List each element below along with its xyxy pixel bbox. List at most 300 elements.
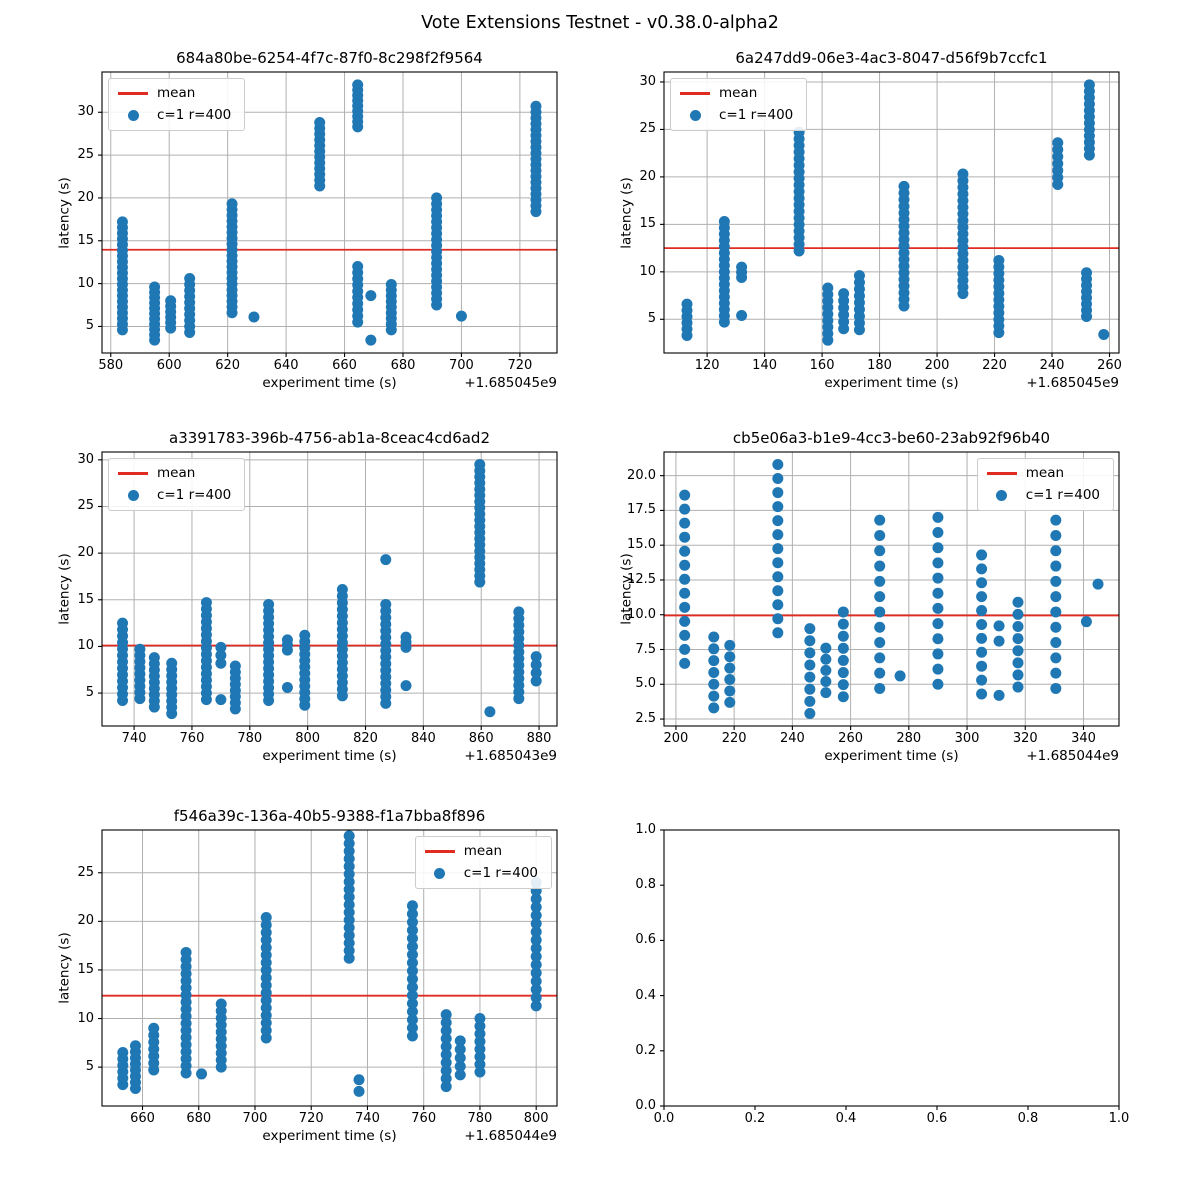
scatter-point xyxy=(874,591,885,602)
x-tick-label: 0.0 xyxy=(653,1111,675,1126)
x-tick-label: 0.2 xyxy=(744,1111,766,1126)
scatter-point xyxy=(772,557,783,568)
scatter-point xyxy=(679,588,690,599)
scatter-point xyxy=(679,504,690,515)
legend-label: c=1 r=400 xyxy=(463,865,538,881)
scatter-point xyxy=(248,312,259,323)
y-tick-label: 20.0 xyxy=(627,467,656,483)
subplot-title: 684a80be-6254-4f7c-87f0-8c298f2f9564 xyxy=(176,49,483,67)
scatter-point xyxy=(386,279,397,290)
scatter-point xyxy=(380,599,391,610)
legend-dot-swatch xyxy=(425,868,455,879)
mean-line-swatch-icon xyxy=(680,92,710,95)
legend-item xyxy=(987,466,1100,481)
scatter-point xyxy=(148,1023,159,1034)
scatter-point xyxy=(380,554,391,565)
y-tick-label: 15 xyxy=(77,961,94,977)
scatter-point xyxy=(1050,637,1061,648)
scatter-point xyxy=(854,270,865,281)
x-tick-label: 240 xyxy=(779,731,805,746)
legend-line-swatch xyxy=(118,472,148,475)
y-tick-label: 5 xyxy=(85,685,94,701)
scatter-point xyxy=(874,576,885,587)
scatter-point xyxy=(1081,616,1092,627)
scatter-point xyxy=(215,694,226,705)
scatter-point xyxy=(976,577,987,588)
x-tick-label: 0.6 xyxy=(926,1111,948,1126)
y-tick-label: 0.8 xyxy=(635,877,656,893)
mean-line-swatch-icon xyxy=(118,92,148,95)
scatter-point xyxy=(994,636,1005,647)
y-tick-label: 25 xyxy=(77,498,94,514)
x-tick-label: 660 xyxy=(332,358,357,373)
x-tick-label: 220 xyxy=(721,731,747,746)
scatter-point xyxy=(1050,668,1061,679)
scatter-point xyxy=(1050,545,1061,556)
scatter-point xyxy=(932,557,943,568)
legend-line-swatch xyxy=(680,92,710,95)
legend-item xyxy=(987,488,1100,503)
scatter-point xyxy=(679,644,690,655)
x-tick-label: 700 xyxy=(449,358,474,373)
x-tick-label: 300 xyxy=(954,731,980,746)
scatter-point xyxy=(838,606,849,617)
scatter-point xyxy=(804,647,815,658)
scatter-point xyxy=(134,644,145,655)
x-axis-offset: +1.685044e9 xyxy=(1026,748,1119,764)
legend-label: c=1 r=400 xyxy=(157,487,232,503)
scatter-dot-swatch-icon xyxy=(690,110,701,121)
scatter-point xyxy=(932,648,943,659)
scatter-point xyxy=(874,561,885,572)
y-tick-label: 20 xyxy=(77,189,94,205)
tick-marks xyxy=(98,112,520,357)
legend-line-swatch xyxy=(987,472,1017,475)
scatter-point xyxy=(932,542,943,553)
scatter-point xyxy=(401,680,412,691)
mean-line-swatch-icon xyxy=(425,850,455,853)
x-tick-label: 340 xyxy=(1071,731,1096,746)
scatter-point xyxy=(215,642,226,653)
y-tick-label: 20 xyxy=(77,545,94,561)
legend xyxy=(108,78,245,131)
scatter-point xyxy=(772,487,783,498)
y-tick-label: 12.5 xyxy=(627,571,656,587)
x-tick-label: 840 xyxy=(410,731,436,746)
scatter-point xyxy=(708,691,719,702)
scatter-point xyxy=(1050,530,1061,541)
y-tick-label: 20 xyxy=(639,168,656,184)
scatter-point xyxy=(1012,682,1023,693)
scatter-point xyxy=(130,1040,141,1051)
scatter-point xyxy=(227,198,238,209)
y-tick-label: 10 xyxy=(77,638,94,654)
y-tick-label: 25 xyxy=(77,864,94,880)
scatter-point xyxy=(679,602,690,613)
scatter-point xyxy=(838,691,849,702)
x-tick-label: 200 xyxy=(663,731,689,746)
x-axis-offset: +1.685043e9 xyxy=(464,748,557,764)
scatter-point xyxy=(719,216,730,227)
scatter-point xyxy=(1050,622,1061,633)
scatter-point xyxy=(820,654,831,665)
scatter-point xyxy=(679,532,690,543)
legend-label: mean xyxy=(157,85,196,101)
x-tick-label: 320 xyxy=(1012,731,1038,746)
x-tick-label: 800 xyxy=(523,1111,549,1126)
scatter-point xyxy=(976,633,987,644)
x-tick-label: 0.8 xyxy=(1017,1111,1039,1126)
scatter-point xyxy=(1012,669,1023,680)
scatter-point xyxy=(149,652,160,663)
scatter-point xyxy=(354,1086,365,1097)
legend-line-swatch xyxy=(425,850,455,853)
legend-item xyxy=(118,466,231,481)
scatter-point xyxy=(1012,609,1023,620)
legend xyxy=(415,836,552,889)
scatter-point xyxy=(736,262,747,273)
y-tick-label: 25 xyxy=(639,121,656,137)
scatter-point xyxy=(874,637,885,648)
scatter-point xyxy=(772,571,783,582)
scatter-point xyxy=(352,261,363,272)
scatter-point xyxy=(1012,645,1023,656)
scatter-point xyxy=(772,599,783,610)
x-tick-label: 260 xyxy=(1097,358,1122,373)
x-axis-offset: +1.685045e9 xyxy=(464,375,557,391)
scatter-point xyxy=(407,900,418,911)
x-tick-label: 820 xyxy=(353,731,378,746)
scatter-point xyxy=(838,288,849,299)
scatter-point xyxy=(772,613,783,624)
scatter-point xyxy=(1012,597,1023,608)
x-tick-label: 120 xyxy=(694,358,720,373)
scatter-point xyxy=(804,623,815,634)
legend-item xyxy=(118,108,231,123)
scatter-point xyxy=(1012,633,1023,644)
legend xyxy=(977,458,1114,511)
scatter-point xyxy=(708,643,719,654)
x-axis-label: experiment time (s) xyxy=(262,748,397,764)
x-tick-label: 140 xyxy=(752,358,777,373)
scatter-point xyxy=(772,473,783,484)
scatter-point xyxy=(976,549,987,560)
scatter-point xyxy=(993,255,1004,266)
y-axis-label: latency (s) xyxy=(56,176,73,249)
scatter-point xyxy=(1050,591,1061,602)
scatter-point xyxy=(441,1009,452,1020)
legend-dot-swatch xyxy=(118,110,148,121)
scatter-point xyxy=(1050,606,1061,617)
scatter-point xyxy=(724,697,735,708)
y-tick-label: 30 xyxy=(639,73,656,89)
legend-label: mean xyxy=(463,843,503,859)
scatter-point xyxy=(1050,652,1061,663)
scatter-point xyxy=(679,630,690,641)
y-tick-label: 0.6 xyxy=(635,932,656,948)
scatter-point xyxy=(932,679,943,690)
scatter-point xyxy=(772,627,783,638)
y-tick-label: 10 xyxy=(639,263,656,279)
scatter-dot-swatch-icon xyxy=(996,490,1007,501)
y-tick-label: 10 xyxy=(77,1010,94,1026)
scatter-point xyxy=(708,655,719,666)
scatter-point xyxy=(804,660,815,671)
scatter-point xyxy=(1052,137,1063,148)
scatter-point xyxy=(932,527,943,538)
y-tick-label: 25 xyxy=(77,147,94,163)
scatter-point xyxy=(282,634,293,645)
scatter-point xyxy=(932,664,943,675)
x-tick-label: 600 xyxy=(156,358,182,373)
scatter-point xyxy=(314,117,325,128)
scatter-point xyxy=(976,619,987,630)
scatter-point xyxy=(976,661,987,672)
scatter-point xyxy=(976,605,987,616)
x-tick-label: 580 xyxy=(98,358,124,373)
scatter-point xyxy=(874,515,885,526)
scatter-point xyxy=(772,501,783,512)
x-tick-label: 0.4 xyxy=(835,1111,857,1126)
scatter-point xyxy=(117,216,128,227)
y-axis-label: latency (s) xyxy=(56,932,73,1004)
x-axis-label: experiment time (s) xyxy=(824,748,959,764)
x-tick-label: 1.0 xyxy=(1108,1111,1130,1126)
scatter-point xyxy=(708,679,719,690)
x-tick-label: 620 xyxy=(215,358,241,373)
scatter-point xyxy=(874,683,885,694)
scatter-point xyxy=(365,290,376,301)
legend-dot-swatch xyxy=(987,490,1017,501)
scatter-point xyxy=(874,545,885,556)
scatter-point xyxy=(804,672,815,683)
scatter-point xyxy=(976,647,987,658)
scatter-point xyxy=(679,616,690,627)
scatter-point xyxy=(820,676,831,687)
tick-marks xyxy=(98,873,536,1110)
scatter-point xyxy=(994,690,1005,701)
scatter-point xyxy=(838,631,849,642)
subplot-title: 6a247dd9-06e3-4ac3-8047-d56f9b7ccfc1 xyxy=(735,49,1048,67)
scatter-point xyxy=(531,651,542,662)
legend-item xyxy=(680,108,793,123)
scatter-point xyxy=(838,643,849,654)
scatter-point xyxy=(679,560,690,571)
subplot-title: f546a39c-136a-40b5-9388-f1a7bba8f896 xyxy=(173,807,486,825)
scatter-point xyxy=(838,655,849,666)
y-axis-label: latency (s) xyxy=(618,176,635,249)
scatter-point xyxy=(1050,576,1061,587)
scatter-point xyxy=(957,169,968,180)
legend-line-swatch xyxy=(118,92,148,95)
scatter-point xyxy=(1098,329,1109,340)
scatter-point xyxy=(117,1047,128,1058)
x-tick-label: 720 xyxy=(507,358,533,373)
scatter-point xyxy=(1050,561,1061,572)
scatter-point xyxy=(838,667,849,678)
scatter-point xyxy=(431,192,442,203)
figure-title: Vote Extensions Testnet - v0.38.0-alpha2 xyxy=(421,13,779,33)
x-tick-label: 160 xyxy=(809,358,835,373)
y-tick-label: 5 xyxy=(647,311,656,327)
scatter-point xyxy=(354,1074,365,1085)
x-tick-label: 280 xyxy=(896,731,922,746)
y-tick-label: 0.2 xyxy=(635,1042,656,1058)
scatter-point xyxy=(820,687,831,698)
scatter-point xyxy=(456,311,467,322)
scatter-point xyxy=(337,584,348,595)
scatter-point xyxy=(1050,683,1061,694)
y-tick-label: 10 xyxy=(77,275,94,291)
scatter-point xyxy=(1093,579,1104,590)
legend-label: mean xyxy=(719,85,758,101)
scatter-point xyxy=(484,706,495,717)
scatter-point xyxy=(874,606,885,617)
mean-line-swatch-icon xyxy=(987,472,1017,475)
scatter-point xyxy=(149,282,160,293)
legend-item xyxy=(118,86,231,101)
scatter-point xyxy=(1084,79,1095,90)
scatter-point xyxy=(822,282,833,293)
scatter-point xyxy=(838,679,849,690)
scatter-point xyxy=(1050,515,1061,526)
scatter-point xyxy=(820,665,831,676)
scatter-point xyxy=(165,295,176,306)
scatter-point xyxy=(679,518,690,529)
y-tick-label: 5.0 xyxy=(635,676,656,692)
scatter-point xyxy=(230,661,241,672)
y-tick-label: 10.0 xyxy=(627,606,656,622)
scatter-point xyxy=(724,674,735,685)
y-tick-label: 5 xyxy=(85,1059,94,1075)
x-tick-label: 880 xyxy=(526,731,552,746)
scatter-point xyxy=(976,689,987,700)
scatter-point xyxy=(196,1068,207,1079)
scatter-point xyxy=(201,597,212,608)
x-tick-label: 760 xyxy=(411,1111,437,1126)
legend-dot-swatch xyxy=(680,110,710,121)
legend xyxy=(108,458,245,511)
scatter-point xyxy=(772,529,783,540)
scatter-point xyxy=(166,658,177,669)
scatter-point xyxy=(932,588,943,599)
scatter-point xyxy=(724,651,735,662)
scatter-point xyxy=(772,585,783,596)
legend-label: c=1 r=400 xyxy=(157,107,232,123)
legend-dot-swatch xyxy=(118,490,148,501)
y-axis-label: latency (s) xyxy=(56,553,73,625)
scatter-point xyxy=(976,675,987,686)
x-tick-label: 780 xyxy=(237,731,263,746)
x-tick-label: 260 xyxy=(838,731,863,746)
scatter-point xyxy=(932,512,943,523)
scatter-point xyxy=(976,591,987,602)
scatter-point xyxy=(352,79,363,90)
y-tick-label: 15 xyxy=(77,232,94,248)
x-axis-label: experiment time (s) xyxy=(824,375,959,391)
legend-label: c=1 r=400 xyxy=(719,107,794,123)
scatter-point xyxy=(804,635,815,646)
scatter-point xyxy=(874,530,885,541)
y-tick-label: 2.5 xyxy=(635,711,656,727)
scatter-point xyxy=(899,181,910,192)
legend-label: mean xyxy=(157,465,196,481)
scatter-point xyxy=(282,682,293,693)
scatter-point xyxy=(932,603,943,614)
y-tick-label: 20 xyxy=(77,913,94,929)
x-tick-label: 200 xyxy=(924,358,950,373)
y-tick-label: 1.0 xyxy=(635,822,656,837)
scatter-point xyxy=(736,310,747,321)
y-tick-label: 15 xyxy=(77,591,94,607)
plot-area xyxy=(650,816,1133,1120)
x-axis-offset: +1.685044e9 xyxy=(464,1128,557,1144)
scatter-dot-swatch-icon xyxy=(128,490,139,501)
scatter-point xyxy=(474,459,485,470)
y-tick-label: 17.5 xyxy=(627,502,656,518)
x-tick-label: 640 xyxy=(273,358,299,373)
legend-label: mean xyxy=(1025,465,1065,481)
x-tick-label: 220 xyxy=(982,358,1007,373)
x-tick-label: 680 xyxy=(390,358,416,373)
scatter-point xyxy=(1012,621,1023,632)
x-tick-label: 740 xyxy=(121,731,147,746)
scatter-point xyxy=(724,663,735,674)
scatter-point xyxy=(804,708,815,719)
y-tick-label: 7.5 xyxy=(635,641,656,657)
scatter-point xyxy=(932,573,943,584)
scatter-point xyxy=(299,630,310,641)
legend-label: c=1 r=400 xyxy=(1025,487,1100,503)
x-axis-label: experiment time (s) xyxy=(262,1128,397,1144)
scatter-point xyxy=(708,702,719,713)
scatter-point xyxy=(184,273,195,284)
legend-item xyxy=(680,86,793,101)
scatter-point xyxy=(365,335,376,346)
scatter-dot-swatch-icon xyxy=(128,110,139,121)
legend-item xyxy=(425,844,538,859)
scatter-point xyxy=(772,515,783,526)
y-tick-label: 30 xyxy=(77,451,94,467)
scatter-point xyxy=(708,667,719,678)
x-tick-label: 700 xyxy=(242,1111,268,1126)
scatter-point xyxy=(838,619,849,630)
legend xyxy=(670,78,807,131)
scatter-dot-swatch-icon xyxy=(434,868,445,879)
y-axis-label: latency (s) xyxy=(618,553,635,625)
scatter-point xyxy=(455,1035,466,1046)
scatter-point xyxy=(932,618,943,629)
scatter-point xyxy=(820,643,831,654)
scatter-point xyxy=(804,696,815,707)
scatter-point xyxy=(474,1013,485,1024)
y-tick-label: 5 xyxy=(85,318,94,334)
scatter-point xyxy=(679,574,690,585)
scatter-point xyxy=(261,912,272,923)
scatter-point xyxy=(994,620,1005,631)
scatter-point xyxy=(874,668,885,679)
scatter-point xyxy=(117,618,128,629)
y-tick-label: 0.4 xyxy=(635,987,656,1003)
subplot-title: a3391783-396b-4756-ab1a-8ceac4cd6ad2 xyxy=(169,429,490,447)
scatter-point xyxy=(874,652,885,663)
x-tick-label: 800 xyxy=(295,731,321,746)
x-tick-label: 180 xyxy=(867,358,892,373)
scatter-point xyxy=(804,684,815,695)
scatter-point xyxy=(895,670,906,681)
x-tick-label: 680 xyxy=(186,1111,212,1126)
scatter-point xyxy=(679,658,690,669)
